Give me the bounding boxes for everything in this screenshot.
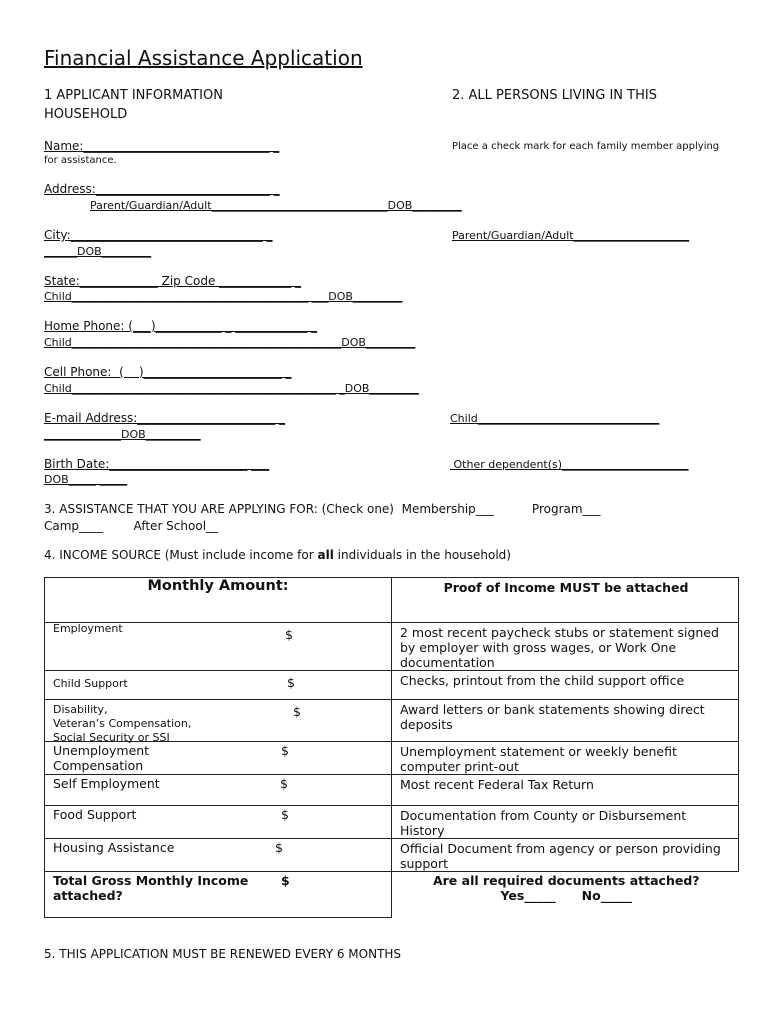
page-title: Financial Assistance Application xyxy=(44,46,363,70)
amount-field[interactable]: $ xyxy=(275,840,283,855)
amount-field[interactable]: $ xyxy=(287,675,295,690)
table-row xyxy=(45,775,739,806)
guardian2-dob-field[interactable]: ______DOB_________ xyxy=(44,245,152,258)
table-row xyxy=(45,742,739,775)
table-row xyxy=(45,623,739,671)
income-label: Self Employment xyxy=(53,776,160,791)
amount-field[interactable]: $ xyxy=(285,627,293,642)
proof-text: Documentation from County or Disbursement History xyxy=(392,806,739,839)
home-phone-field[interactable]: Home Phone: (___)___________ _ ____________ _ xyxy=(44,319,318,333)
proof-text: Most recent Federal Tax Return xyxy=(392,775,739,806)
birth-date-field[interactable]: Birth Date:_______________________ ___ xyxy=(44,457,270,471)
section1-heading-cont: HOUSEHOLD xyxy=(44,107,128,122)
proof-header: Proof of Income MUST be attached xyxy=(392,578,739,623)
other-dependent-dob-field[interactable]: DOB_____ _____ xyxy=(44,473,128,486)
name-field[interactable]: Name:_______________________________ _ xyxy=(44,139,280,153)
table-row xyxy=(45,839,739,872)
section1-heading: 1 APPLICANT INFORMATION xyxy=(44,88,223,103)
documents-attached-question: Are all required documents attached? xyxy=(432,873,700,888)
guardian1-field[interactable]: Parent/Guardian/Adult________________________________DOB_________ xyxy=(90,199,462,212)
other-dependent-field[interactable]: Other dependent(s)_______________________ xyxy=(450,458,689,471)
household-instruction-cont: for assistance. xyxy=(44,155,117,166)
proof-text: Checks, printout from the child support office xyxy=(392,671,739,700)
child4-dob-field[interactable]: ______________DOB__________ xyxy=(44,428,201,441)
income-label: Employment xyxy=(53,622,123,635)
renewal-notice: 5. THIS APPLICATION MUST BE RENEWED EVERY 6 MONTHS xyxy=(44,947,402,961)
table-row xyxy=(45,806,739,839)
table-row xyxy=(45,700,739,742)
child1-field[interactable]: Child___________________________________________ ___DOB_________ xyxy=(44,290,403,303)
cell-phone-field[interactable]: Cell Phone: ( )_______________________ _ xyxy=(44,365,292,379)
total-row xyxy=(45,872,739,918)
monthly-amount-header: Monthly Amount: xyxy=(45,578,392,623)
child4-field[interactable]: Child_________________________________ xyxy=(450,412,660,425)
total-label: Total Gross Monthly Income attached? xyxy=(53,873,249,903)
proof-text: Unemployment statement or weekly benefit computer print-out xyxy=(392,742,739,775)
income-label: Disability, Veteran’s Compensation, Social Security or SSI xyxy=(53,703,192,744)
proof-text: Official Document from agency or person providing support xyxy=(392,839,739,872)
section2-heading: 2. ALL PERSONS LIVING IN THIS xyxy=(452,88,657,103)
amount-field[interactable]: $ xyxy=(281,807,289,822)
amount-field[interactable]: $ xyxy=(281,743,289,758)
address-field[interactable]: Address:_____________________________ _ xyxy=(44,182,280,196)
assistance-type-line-cont[interactable]: Camp____ After School__ xyxy=(44,519,219,533)
email-field[interactable]: E-mail Address:_______________________ _ xyxy=(44,411,286,425)
documents-attached-answers[interactable]: Yes_____ No_____ xyxy=(500,888,632,903)
amount-field[interactable]: $ xyxy=(293,704,301,719)
income-source-heading: 4. INCOME SOURCE (Must include income for all individuals in the household) xyxy=(44,548,511,562)
income-label: Housing Assistance xyxy=(53,840,175,855)
income-label: Unemployment Compensation xyxy=(53,743,150,773)
child2-field[interactable]: Child_________________________________________________DOB_________ xyxy=(44,336,416,349)
guardian2-field[interactable]: Parent/Guardian/Adult_____________________ xyxy=(452,229,690,242)
table-row xyxy=(45,671,739,700)
child3-field[interactable]: Child________________________________________________ _DOB_________ xyxy=(44,382,419,395)
income-table xyxy=(44,577,739,918)
amount-field[interactable]: $ xyxy=(280,776,288,791)
income-label: Food Support xyxy=(53,807,137,822)
city-field[interactable]: City:________________________________ _ xyxy=(44,228,273,242)
household-instruction: Place a check mark for each family member applying xyxy=(452,141,720,152)
proof-text: 2 most recent paycheck stubs or statement signed by employer with gross wages, or Work One documentation xyxy=(392,623,739,671)
income-label: Child Support xyxy=(53,677,128,690)
state-zip-field[interactable]: State:_____________ Zip Code ____________ _ xyxy=(44,274,301,288)
proof-text: Award letters or bank statements showing direct deposits xyxy=(392,700,739,742)
total-amount-field[interactable]: $ xyxy=(281,873,290,888)
assistance-type-line[interactable]: 3. ASSISTANCE THAT YOU ARE APPLYING FOR: (Check one) Membership___ Program___ xyxy=(44,502,601,516)
